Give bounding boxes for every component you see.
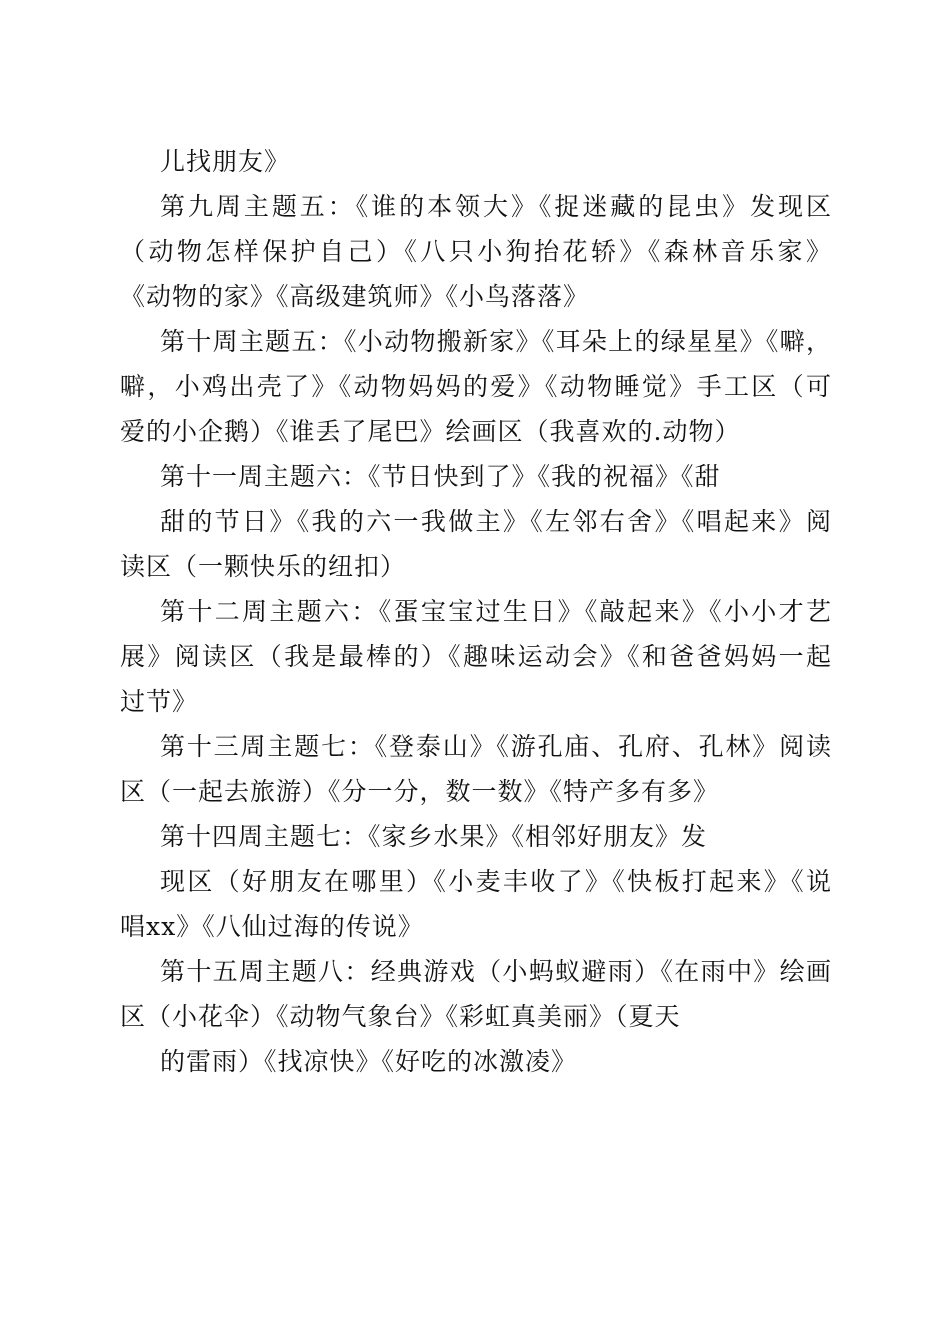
text-line: 唱xx》《八仙过海的传说》 [120,912,424,941]
text-line: 儿找朋友》 [160,147,291,176]
text-line: 第十四周主题七：《家乡水果》《相邻好朋友》发 [160,822,708,851]
text-line: 《动物的家》《高级建筑师》《小鸟落落》 [120,282,590,311]
text-line: 第九周主题五：《谁的本领大》《捉迷藏的昆虫》发现区 [160,192,832,221]
text-line: 第十三周主题七：《登泰山》《游孔庙、孔府、孔林》阅读 [160,732,832,761]
text-line: 噼，小鸡出壳了》《动物妈妈的爱》《动物睡觉》手工区（可 [120,372,832,401]
text-line: 现区（好朋友在哪里）《小麦丰收了》《快板打起来》《说 [160,867,832,896]
text-line: （动物怎样保护自己）《八只小狗抬花轿》《森林音乐家》 [120,237,832,266]
text-line: 第十一周主题六：《节日快到了》《我的祝福》《甜 [160,462,721,491]
text-line: 区（小花伞）《动物气象台》《彩虹真美丽》（夏天 [120,1002,681,1031]
text-line: 第十周主题五：《小动物搬新家》《耳朵上的绿星星》《噼， [160,327,832,356]
text-line: 读区（一颗快乐的纽扣） [120,552,407,581]
text-line: 的雷雨）《找凉快》《好吃的冰激凌》 [160,1047,578,1076]
text-line: 爱的小企鹅）《谁丢了尾巴》绘画区（我喜欢的.动物） [120,417,741,446]
text-line: 甜的节日》《我的六一我做主》《左邻右舍》《唱起来》阅 [160,507,832,536]
text-line: 过节》 [120,687,199,716]
text-line: 第十五周主题八：经典游戏（小蚂蚁避雨）《在雨中》绘画 [160,957,832,986]
text-line: 展》阅读区（我是最棒的）《趣味运动会》《和爸爸妈妈一起 [120,642,832,671]
text-line: 区（一起去旅游）《分一分，数一数》《特产多有多》 [120,777,720,806]
text-line: 第十二周主题六：《蛋宝宝过生日》《敲起来》《小小才艺 [160,597,832,626]
